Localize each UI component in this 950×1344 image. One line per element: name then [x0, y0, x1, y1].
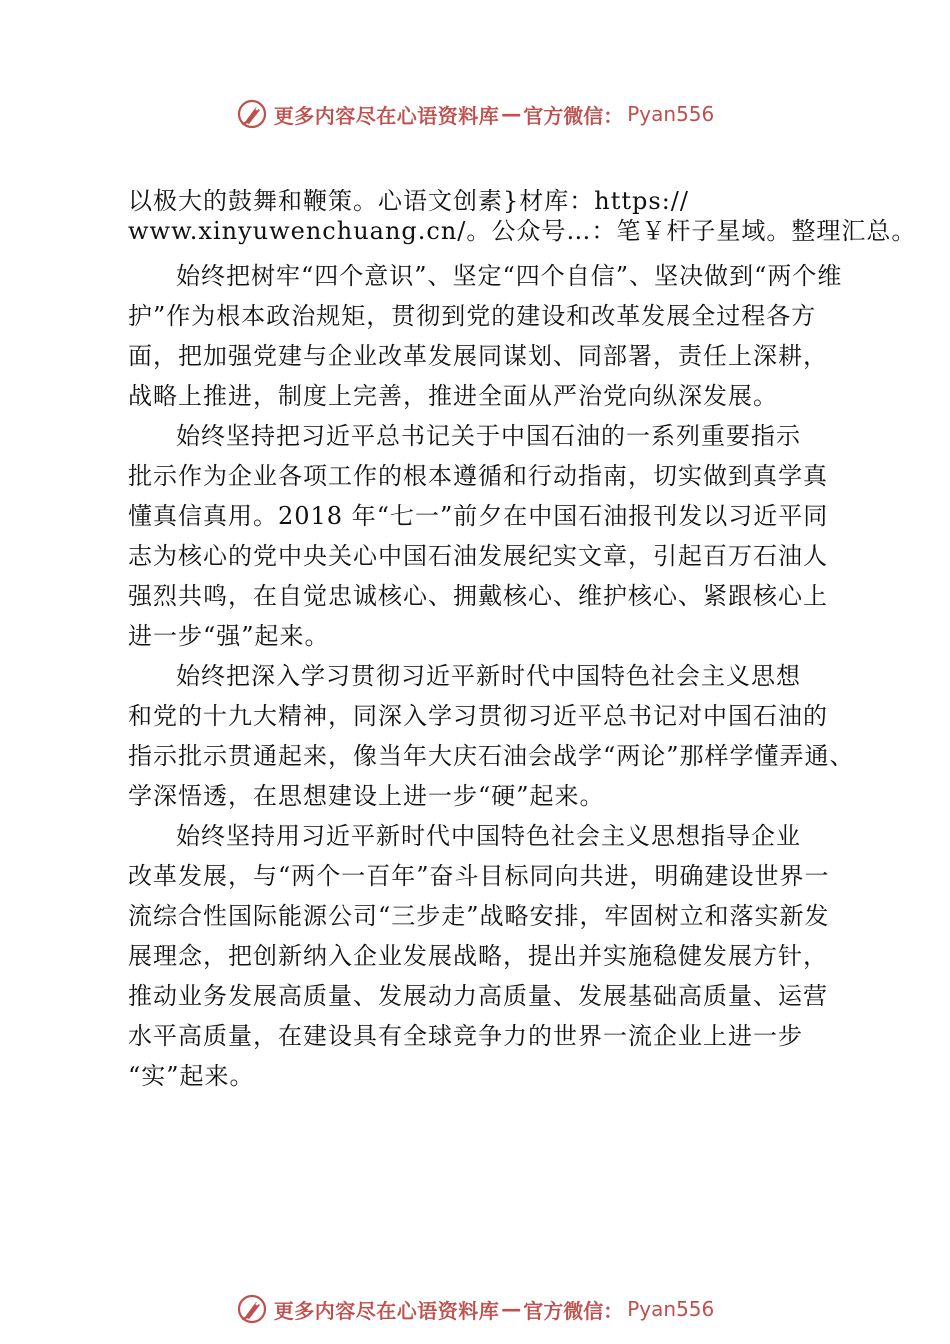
paragraph-line: 批示作为企业各项工作的根本遵循和行动指南，切实做到真学真 [128, 462, 828, 490]
paragraph-line: 强烈共鸣，在自觉忠诚核心、拥戴核心、维护核心、紧跟核心上 [128, 582, 828, 610]
paragraph-line: 流综合性国际能源公司“三步走”战略安排，牢固树立和落实新发 [128, 902, 830, 930]
banner-title: 更多内容尽在心语资料库 [273, 103, 500, 128]
paragraph-line: 始终坚持把习近平总书记关于中国石油的一系列重要指示 [176, 422, 801, 450]
paragraph-line: 学深悟透，在思想建设上进一步“硬”起来。 [128, 782, 605, 810]
paragraph-line: 懂真信真用。2018 年“七一”前夕在中国石油报刊发以习近平同 [128, 502, 829, 530]
pen-nib-logo-icon [236, 1293, 268, 1325]
intro-line: www.xinyuwenchuang.cn/。公众号…：笔￥杆子星域。整理汇总。 [128, 217, 917, 245]
banner-title: 更多内容尽在心语资料库 [273, 1298, 500, 1323]
paragraph-line: 指示批示贯通起来，像当年大庆石油会战学“两论”那样学懂弄通、 [128, 742, 855, 770]
pen-nib-logo-icon [236, 98, 268, 130]
paragraph-3 [128, 656, 855, 816]
paragraph-line: 面，把加强党建与企业改革发展同谋划、同部署，责任上深耕， [128, 342, 828, 370]
paragraph-line: 水平高质量，在建设具有全球竞争力的世界一流企业上进一步 [128, 1022, 803, 1050]
paragraph-line: 和党的十九大精神，同深入学习贯彻习近平总书记对中国石油的 [128, 702, 828, 730]
paragraph-line: 战略上推进，制度上完善，推进全面从严治党向纵深发展。 [128, 382, 778, 410]
paragraph-line: 始终把树牢“四个意识”、坚定“四个自信”、坚决做到“两个维 [176, 262, 843, 290]
paragraph-line: 志为核心的党中央关心中国石油发展纪实文章，引起百万石油人 [128, 542, 828, 570]
document-body [128, 186, 917, 1096]
banner-wechat-label: 官方微信： [523, 1298, 624, 1323]
paragraph-line: 改革发展，与“两个一百年”奋斗目标同向共进，明确建设世界一 [128, 862, 830, 890]
banner-wechat-label: 官方微信： [523, 103, 624, 128]
banner-account: Pyan556 [627, 102, 715, 126]
paragraph-line: 展理念，把创新纳入企业发展战略，提出并实施稳健发展方针， [128, 942, 828, 970]
footer-banner [0, 1287, 950, 1331]
banner-separator: — [501, 102, 522, 126]
paragraph-line: 始终把深入学习贯彻习近平新时代中国特色社会主义思想 [176, 662, 801, 690]
paragraph-line: 始终坚持用习近平新时代中国特色社会主义思想指导企业 [176, 822, 801, 850]
banner-account: Pyan556 [627, 1297, 715, 1321]
paragraph-line: 推动业务发展高质量、发展动力高质量、发展基础高质量、运营 [128, 982, 828, 1010]
paragraph-line: 进一步“强”起来。 [128, 622, 330, 650]
header-banner [0, 92, 950, 136]
banner-separator: — [501, 1297, 522, 1321]
intro-line: 以极大的鼓舞和鞭策。心语文创素}材库：https:// [128, 187, 689, 215]
paragraph-1 [128, 256, 852, 416]
paragraph-4 [128, 816, 852, 1096]
paragraph-line: 护”作为根本政治规矩，贯彻到党的建设和改革发展全过程各方 [128, 302, 817, 330]
paragraph-line: “实”起来。 [128, 1062, 255, 1090]
paragraph-2 [128, 416, 852, 656]
